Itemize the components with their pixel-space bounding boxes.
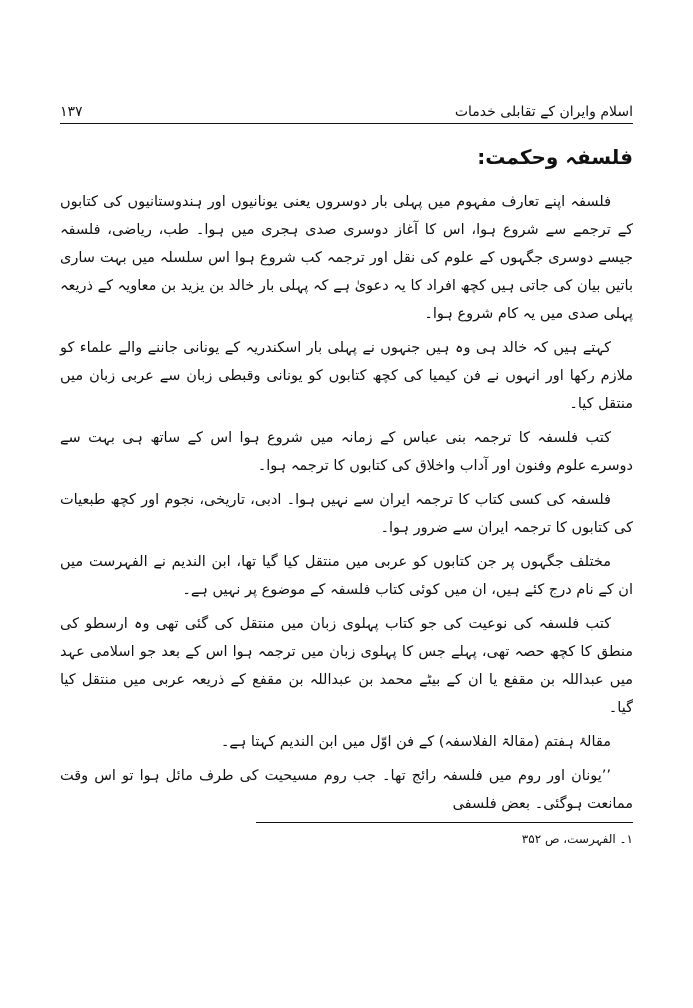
book-title: اسلام وایران کے تقابلی خدمات <box>454 104 633 120</box>
footnote: ۱۔ الفہرست، ص ۳۵۲ <box>521 832 633 846</box>
paragraph: مقالۂ ہفتم (مقالۃ الفلاسفہ) کے فن اوّل میں ابن الندیم کہتا ہے۔ <box>220 734 611 750</box>
paragraph: ’’یونان اور روم میں فلسفہ رائج تھا۔ جب روم مسیحیت کی طرف مائل ہوا تو اس وقت ممانعت ہوگئی۔ بعض فلسفی <box>60 768 633 812</box>
footnote-rule <box>256 822 633 823</box>
paragraph: کہتے ہیں کہ خالد ہی وہ ہیں جنہوں نے پہلی بار اسکندریہ کے یونانی جاننے والے علماء کو ملازم رکھا اور انہوں نے فن کیمیا کی کچھ کتابوں کو یونانی وقبطی زبان سے عربی زبان میں منتقل کیا۔ <box>60 340 633 412</box>
header-rule <box>60 123 633 124</box>
paragraph: کتب فلسفہ کا ترجمہ بنی عباس کے زمانہ میں شروع ہوا اس کے ساتھ ہی بہت سے دوسرے علوم وفنون اور آداب واخلاق کی کتابوں کا ترجمہ ہوا۔ <box>60 430 633 474</box>
section-title: فلسفہ وحکمت: <box>477 145 633 169</box>
page-number: ۱۳۷ <box>60 104 83 120</box>
paragraph: فلسفہ اپنے تعارف مفہوم میں پہلی بار دوسروں یعنی یونانیوں اور ہندوستانیوں کی کتابوں کے ترجمے سے شروع ہوا، اس کا آغاز دوسری صدی ہجری میں ہوا۔ طب، ریاضی، فلسفہ جیسے دوسری جگہوں کے علوم کی نقل اور ترجمہ کب شروع ہوا اس سلسلہ میں بہت ساری باتیں بیان کی جاتی ہیں کچھ افراد کا یہ دعویٰ ہے کہ پہلی بار خالد بن یزید بن معاویہ کے ذریعہ پہلی صدی میں یہ کام شروع ہوا۔ <box>60 194 633 322</box>
paragraph: فلسفہ کی کسی کتاب کا ترجمہ ایران سے نہیں ہوا۔ ادبی، تاریخی، نجوم اور کچھ طبعیات کی کتابوں کا ترجمہ ایران سے ضرور ہوا۔ <box>60 492 633 536</box>
body-text <box>60 188 633 824</box>
paragraph: مختلف جگہوں پر جن کتابوں کو عربی میں منتقل کیا گیا تھا، ابن الندیم نے الفہرست میں ان کے نام درج کئے ہیں، ان میں کوئی کتاب فلسفہ کے موضوع پر نہیں ہے۔ <box>60 554 633 598</box>
running-header <box>60 92 633 120</box>
paragraph: کتب فلسفہ کی نوعیت کی جو کتاب پہلوی زبان میں منتقل کی گئی تھی وہ ارسطو کی منطق کا کچھ حصہ تھی، پہلے جس کا پہلوی زبان میں ترجمہ ہوا اس کے بعد جو اسلامی عہد میں عبداللہ بن مقفع یا ان کے بیٹے محمد بن عبداللہ بن مقفع کے ذریعہ عربی میں منتقل کیا گیا۔ <box>60 616 633 716</box>
